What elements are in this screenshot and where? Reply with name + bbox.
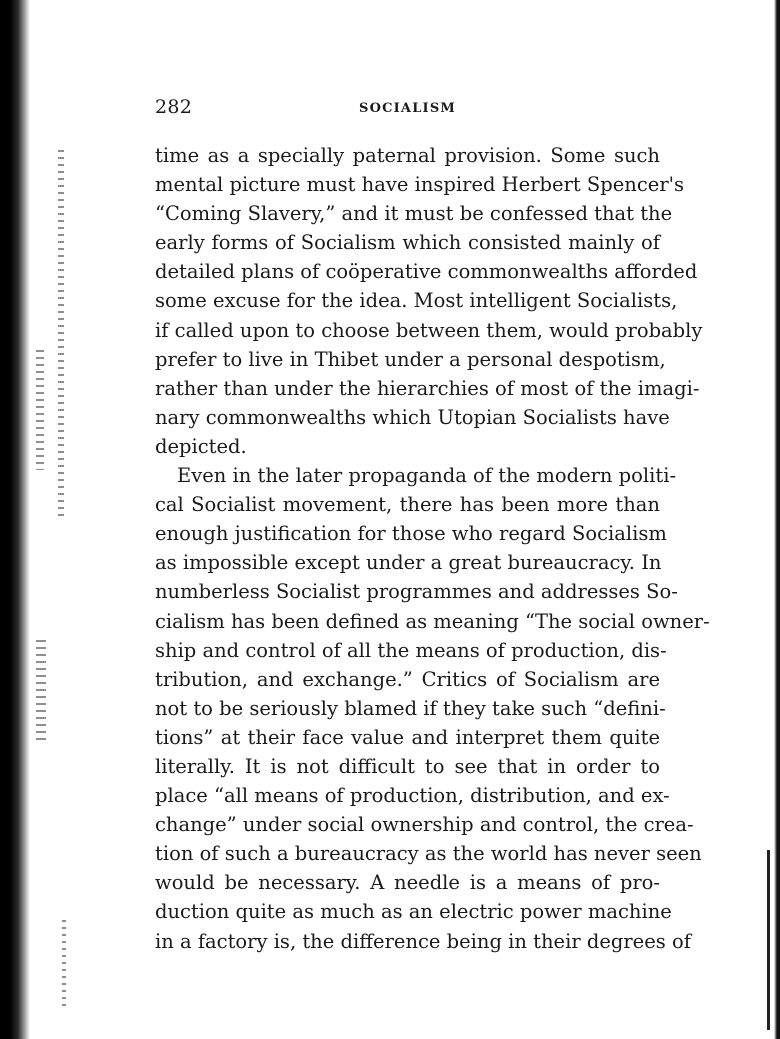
text-line: tions” at their face value and interpret them quite — [155, 725, 660, 749]
text-line: some excuse for the idea. Most intelligent Socialists, — [155, 289, 678, 313]
text-line: change” under social ownership and control, the crea- — [155, 813, 694, 837]
text-line: numberless Socialist programmes and addresses So- — [155, 580, 678, 604]
page-number: 282 — [155, 96, 193, 118]
text-line: nary commonwealths which Utopian Socialists have — [155, 405, 670, 429]
paragraph-end-line: depicted. — [155, 434, 247, 458]
text-line: ship and control of all the means of production, dis- — [155, 638, 667, 662]
scan-right-edge — [774, 0, 780, 1039]
body-text — [155, 141, 710, 956]
text-line: if called upon to choose between them, would probably — [155, 318, 703, 342]
text-line: as impossible except under a great bureaucracy. In — [155, 551, 662, 575]
text-line: place “all means of production, distribution, and ex- — [155, 784, 670, 808]
scan-binding-shadow — [0, 0, 30, 1039]
text-line: enough justification for those who regard Socialism — [155, 522, 667, 546]
text-line: cialism has been defined as meaning “The social owner- — [155, 609, 710, 633]
running-head: SOCIALISM — [358, 101, 457, 116]
text-line: not to be seriously blamed if they take such “defini- — [155, 696, 666, 720]
scan-speckle-middle — [36, 350, 44, 470]
scan-speckle-lower — [36, 640, 46, 740]
text-line: duction quite as much as an electric power machine — [155, 900, 672, 924]
text-line: early forms of Socialism which consisted mainly of — [155, 231, 660, 255]
text-line: in a factory is, the difference being in their degrees of — [155, 929, 691, 953]
text-line: time as a specially paternal provision. Some such — [155, 144, 660, 167]
text-line: tion of such a bureaucracy as the world has never seen — [155, 842, 702, 866]
scan-speckle-upper — [58, 150, 64, 520]
text-line: cal Socialist movement, there has been more than — [155, 493, 660, 517]
text-line: “Coming Slavery,” and it must be confessed that the — [155, 202, 673, 226]
text-line: literally. It is not difficult to see that in order to — [155, 754, 660, 778]
scan-speckle-bottom — [62, 920, 66, 1010]
page-header — [155, 96, 660, 120]
scan-right-mark — [767, 850, 770, 1030]
text-line: rather than under the hierarchies of most of the imagi- — [155, 376, 700, 400]
paragraph-start-line: Even in the later propaganda of the modern politi- — [177, 464, 677, 488]
text-line: tribution, and exchange.” Critics of Socialism are — [155, 667, 660, 691]
text-line: would be necessary. A needle is a means of pro- — [155, 871, 660, 895]
text-line: mental picture must have inspired Herbert Spencer's — [155, 173, 685, 197]
text-line: detailed plans of coöperative commonwealths afforded — [155, 260, 698, 284]
text-line: prefer to live in Thibet under a personal despotism, — [155, 347, 666, 371]
